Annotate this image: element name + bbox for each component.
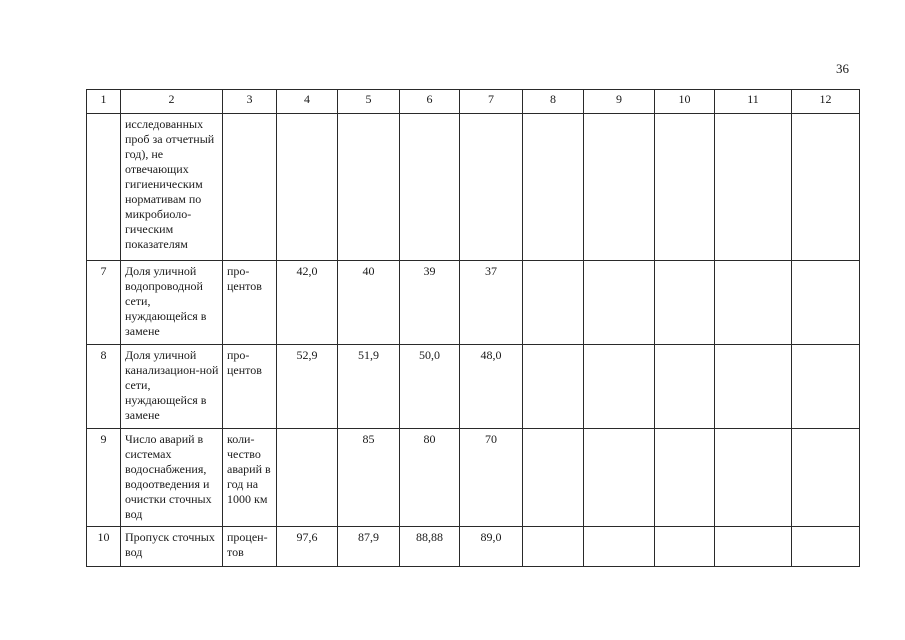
value-col12	[792, 345, 860, 429]
value-col9	[584, 114, 655, 261]
column-header: 10	[655, 90, 715, 114]
value-col6: 39	[400, 261, 460, 345]
row-number: 9	[87, 429, 121, 527]
column-header: 1	[87, 90, 121, 114]
value-col9	[584, 429, 655, 527]
column-header: 5	[338, 90, 400, 114]
column-header: 6	[400, 90, 460, 114]
value-col9	[584, 345, 655, 429]
value-col7: 70	[460, 429, 523, 527]
value-col4: 97,6	[277, 527, 338, 567]
value-col12	[792, 114, 860, 261]
value-col7: 48,0	[460, 345, 523, 429]
unit	[223, 114, 277, 261]
value-col10	[655, 527, 715, 567]
indicator-name: Пропуск сточных вод	[121, 527, 223, 567]
value-col12	[792, 527, 860, 567]
column-header: 4	[277, 90, 338, 114]
column-header: 3	[223, 90, 277, 114]
indicator-name: Число аварий в системах водоснабжения, водоотведения и очистки сточных вод	[121, 429, 223, 527]
value-col6: 88,88	[400, 527, 460, 567]
value-col4: 52,9	[277, 345, 338, 429]
unit: про-центов	[223, 345, 277, 429]
row-number	[87, 114, 121, 261]
value-col11	[715, 527, 792, 567]
indicator-name: исследованных проб за отчетный год), не отвечающих гигиеническим нормативам по микробиоло-гическим показателям	[121, 114, 223, 261]
value-col8	[523, 345, 584, 429]
value-col7: 37	[460, 261, 523, 345]
value-col6	[400, 114, 460, 261]
value-col9	[584, 261, 655, 345]
indicators-table	[86, 89, 860, 567]
column-header: 7	[460, 90, 523, 114]
indicator-name: Доля уличной водопроводной сети, нуждающейся в замене	[121, 261, 223, 345]
value-col7: 89,0	[460, 527, 523, 567]
table-row	[87, 114, 860, 261]
value-col8	[523, 429, 584, 527]
column-header: 2	[121, 90, 223, 114]
value-col8	[523, 114, 584, 261]
value-col10	[655, 114, 715, 261]
row-number: 8	[87, 345, 121, 429]
value-col10	[655, 429, 715, 527]
value-col6: 80	[400, 429, 460, 527]
value-col10	[655, 345, 715, 429]
value-col5: 87,9	[338, 527, 400, 567]
row-number: 10	[87, 527, 121, 567]
unit: процен-тов	[223, 527, 277, 567]
value-col11	[715, 114, 792, 261]
value-col7	[460, 114, 523, 261]
value-col4	[277, 114, 338, 261]
value-col8	[523, 527, 584, 567]
row-number: 7	[87, 261, 121, 345]
value-col5: 51,9	[338, 345, 400, 429]
value-col6: 50,0	[400, 345, 460, 429]
value-col12	[792, 261, 860, 345]
value-col4: 42,0	[277, 261, 338, 345]
table-row	[87, 261, 860, 345]
column-header: 12	[792, 90, 860, 114]
table-row	[87, 345, 860, 429]
unit: про-центов	[223, 261, 277, 345]
value-col9	[584, 527, 655, 567]
table-row	[87, 429, 860, 527]
value-col5: 40	[338, 261, 400, 345]
column-header: 11	[715, 90, 792, 114]
unit: коли-чество аварий в год на 1000 км	[223, 429, 277, 527]
column-header: 9	[584, 90, 655, 114]
value-col11	[715, 345, 792, 429]
value-col5: 85	[338, 429, 400, 527]
value-col4	[277, 429, 338, 527]
page-number: 36	[836, 61, 849, 76]
table-row	[87, 527, 860, 567]
value-col8	[523, 261, 584, 345]
value-col11	[715, 429, 792, 527]
value-col5	[338, 114, 400, 261]
value-col10	[655, 261, 715, 345]
indicator-name: Доля уличной канализацион-ной сети, нуждающейся в замене	[121, 345, 223, 429]
column-header: 8	[523, 90, 584, 114]
value-col11	[715, 261, 792, 345]
value-col12	[792, 429, 860, 527]
table-header-row	[87, 90, 860, 114]
